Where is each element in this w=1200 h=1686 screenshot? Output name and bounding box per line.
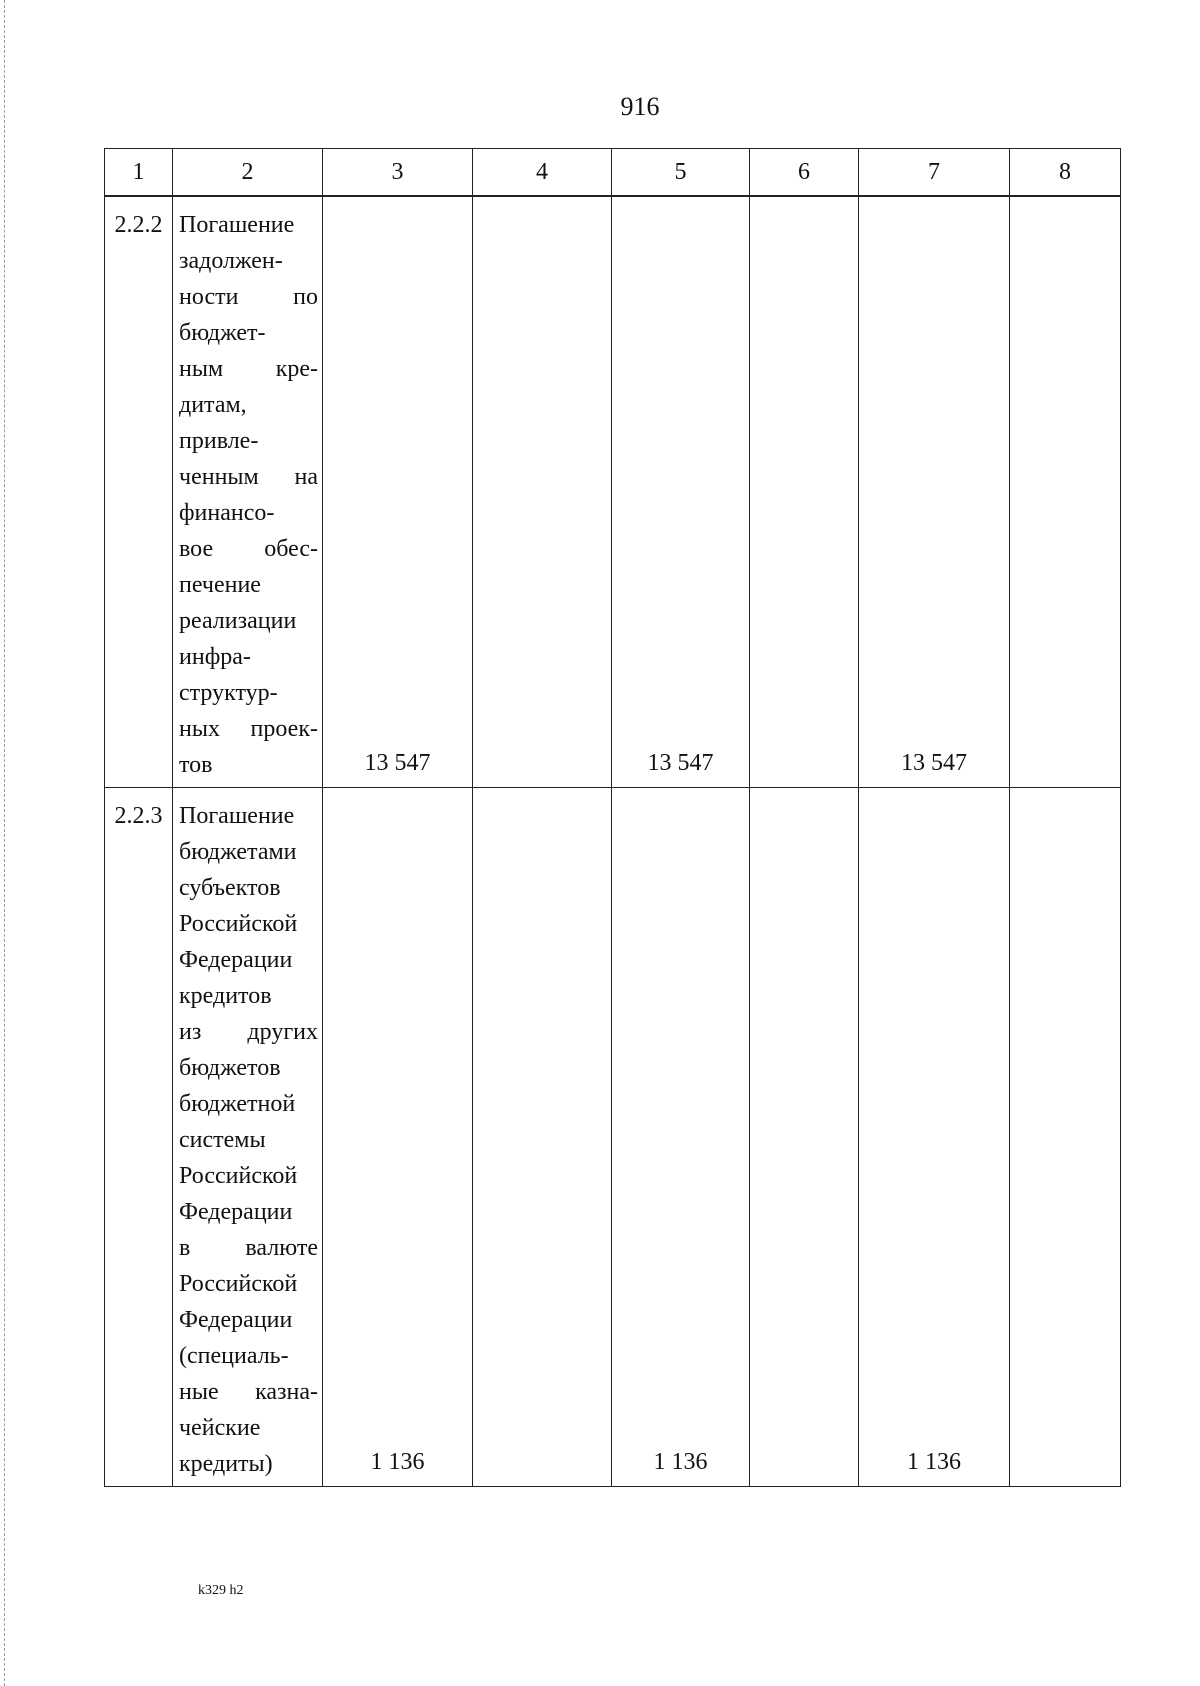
description-line: ные казна- [179, 1378, 318, 1405]
description-line: задолжен- [179, 247, 283, 274]
header-col-6: 6 [750, 149, 859, 196]
cell-col-4 [473, 787, 612, 1486]
table-header-row [105, 149, 1121, 196]
budget-table [104, 148, 1121, 1487]
header-col-7: 7 [859, 149, 1010, 196]
description-line: ных проек- [179, 715, 318, 742]
description-line: реализации [179, 607, 297, 634]
description-line: ченным на [179, 463, 318, 490]
description-line: чейские [179, 1414, 261, 1441]
description-line: кредитов [179, 982, 272, 1009]
description-line: дитам, [179, 391, 247, 418]
header-col-1: 1 [105, 149, 173, 196]
header-col-5: 5 [612, 149, 750, 196]
description-line: вое обес- [179, 535, 318, 562]
footer-code: k329 h2 [198, 1583, 244, 1598]
description-line: бюджетной [179, 1090, 296, 1117]
cell-col-5: 13 547 [612, 196, 750, 788]
row-description [173, 787, 323, 1486]
scan-edge-line [4, 0, 5, 1686]
description-line: бюджет- [179, 319, 266, 346]
table-row [105, 787, 1121, 1486]
table-row [105, 196, 1121, 788]
row-code: 2.2.3 [105, 787, 173, 1486]
description-line: структур- [179, 679, 278, 706]
cell-col-8 [1010, 787, 1121, 1486]
description-line: из других [179, 1018, 318, 1045]
description-line: бюджетами [179, 838, 297, 865]
description-line: (специаль- [179, 1342, 289, 1369]
description-line: ным кре- [179, 355, 318, 382]
header-col-2: 2 [173, 149, 323, 196]
description-line: бюджетов [179, 1054, 281, 1081]
description-line: печение [179, 571, 261, 598]
row-code: 2.2.2 [105, 196, 173, 788]
description-line: системы [179, 1126, 266, 1153]
description-line: инфра- [179, 643, 251, 670]
description-line: субъектов [179, 874, 281, 901]
description-line: тов [179, 751, 213, 778]
description-line: Погашение [179, 802, 295, 829]
cell-col-6 [750, 196, 859, 788]
page-number: 916 [620, 92, 660, 121]
description-line: ности по [179, 283, 318, 310]
description-line: кредиты) [179, 1450, 273, 1477]
description-line: Российской [179, 910, 298, 937]
description-line: Российской [179, 1162, 298, 1189]
header-col-4: 4 [473, 149, 612, 196]
description-line: Федерации [179, 946, 293, 973]
row-description [173, 196, 323, 788]
cell-col-7: 1 136 [859, 787, 1010, 1486]
header-col-3: 3 [323, 149, 473, 196]
description-line: Погашение [179, 211, 295, 238]
description-line: в валюте [179, 1234, 318, 1261]
cell-col-5: 1 136 [612, 787, 750, 1486]
description-line: финансо- [179, 499, 275, 526]
description-line: Российской [179, 1270, 298, 1297]
cell-col-4 [473, 196, 612, 788]
cell-col-8 [1010, 196, 1121, 788]
cell-col-6 [750, 787, 859, 1486]
cell-col-7: 13 547 [859, 196, 1010, 788]
header-col-8: 8 [1010, 149, 1121, 196]
cell-col-3: 13 547 [323, 196, 473, 788]
description-line: Федерации [179, 1306, 293, 1333]
description-line: привле- [179, 427, 259, 454]
cell-col-3: 1 136 [323, 787, 473, 1486]
description-line: Федерации [179, 1198, 293, 1225]
